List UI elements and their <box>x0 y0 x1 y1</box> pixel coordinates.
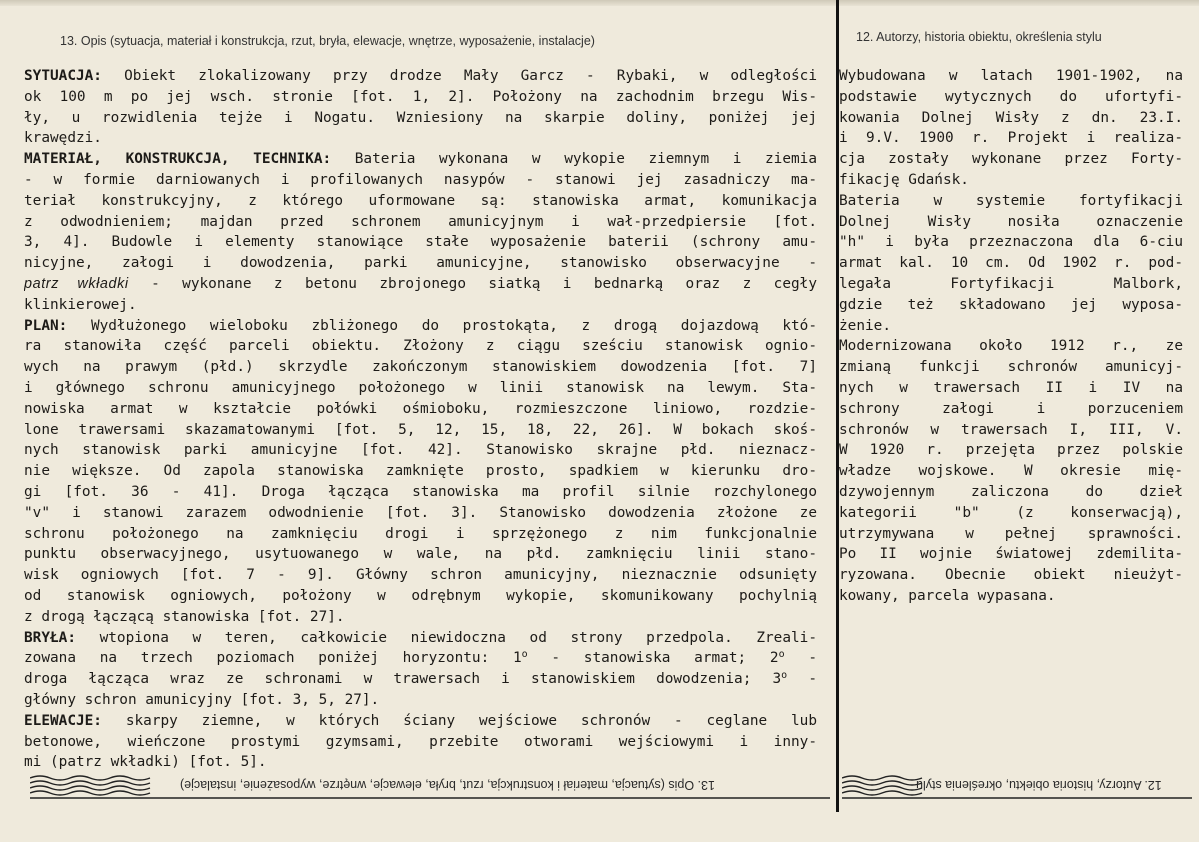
left-column-body <box>24 66 817 773</box>
history-line: podstawie wytycznych do ufortyfi- <box>839 88 1183 105</box>
text-line: - w formie darniowanych i profilowanych nasypów - stanowi jej zasadniczy ma- <box>24 171 817 188</box>
text-line: nowiska armat w kształcie połówki ośmioboku, rozmieszczone liniowo, rozdzie- <box>24 400 817 417</box>
plan-label: PLAN: <box>24 317 68 334</box>
mirrored-footer-right: 12. Autorzy, historia obiektu, określenia stylu <box>916 778 1162 792</box>
history-line: kowany, parcela wypasana. <box>839 587 1056 604</box>
history-line: utrzymywana w pełnej sprawności. <box>839 525 1183 542</box>
bryla-line-2: zowana na trzech poziomach poniżej horyzontu: 1$^o$ - stanowiska armat; 2$^o$ - <box>24 649 817 667</box>
text-line: punktu obserwacyjnego, usytuowanego w wale, na płd. zamknięciu linii stano- <box>24 546 817 563</box>
text-line: "v" i stanowi zarazem odwodnienie [fot. 3]. Stanowisko dowodzenia złożone ze <box>24 504 817 521</box>
history-line: armat kal. 10 cm. Od 1902 r. pod- <box>839 255 1183 272</box>
history-line: władze wojskowe. W okresie mię- <box>839 463 1183 480</box>
text-line: betonowe, wieńczone prostymi gzymsami, przebite otworami wejściowymi i inny- <box>24 733 817 750</box>
history-line: Modernizowana około 1912 r., ze <box>839 338 1183 355</box>
text-line: nie większe. Od zapola stanowiska zamknięte prosto, spadkiem w kierunku dro- <box>24 463 817 480</box>
text-line: od stanowisk ogniowych, położony w odrębnym wykopie, skomunikowany pochylnią <box>24 587 817 604</box>
right-column-header: 12. Autorzy, historia obiektu, określenia stylu <box>856 30 1102 44</box>
left-column-header: 13. Opis (sytuacja, materiał i konstrukcja, rzut, bryła, elewacje, wnętrze, wyposażenie, instalacje) <box>60 34 595 48</box>
elewacje-line-1: ELEWACJE: skarpy ziemne, w których ściany wejściowe schronów - ceglane lub <box>24 712 817 729</box>
right-column-body <box>839 66 1183 607</box>
text-line: klinkierowej. <box>24 296 137 313</box>
history-line: gdzie też składowano jej wyposa- <box>839 296 1183 313</box>
history-line: Wybudowana w latach 1901-1902, na <box>839 68 1183 84</box>
history-line: schronów w trawersach I, III, V. <box>839 421 1183 438</box>
history-line: Bateria w systemie fortyfikacji <box>839 192 1183 209</box>
history-line: Po II wojnie światowej zdemilita- <box>839 546 1183 563</box>
text-line: i głównego schronu amunicyjnego położonego w linii stanowisk na lewym. Sta- <box>24 379 817 396</box>
history-line: kategorii "b" (z konserwacją), <box>839 504 1183 521</box>
text-line: lone trawersami skazamatowanymi [fot. 5, 12, 15, 18, 22, 26]. W bokach skoś- <box>24 421 817 438</box>
text-line: główny schron amunicyjny [fot. 3, 5, 27]. <box>24 691 380 708</box>
italic-reference: patrz wkładki <box>24 275 129 292</box>
material-label: MATERIAŁ, KONSTRUKCJA, TECHNIKA: <box>24 151 332 168</box>
text-line: nicyjne, załogi i dowodzenia, parki amunicyjne, stanowisko obserwacyjne - <box>24 255 817 272</box>
bryla-line-1: BRYŁA: wtopiona w teren, całkowicie niewidoczna od strony przedpola. Zreali- <box>24 629 817 646</box>
degree-mark: o <box>781 670 788 682</box>
history-line: cja zostały wykonane przez Forty- <box>839 151 1183 168</box>
history-line: fikację Gdańsk. <box>839 171 969 188</box>
bryla-line-3: droga łącząca wraz ze schronami w trawersach i stanowiskiem dowodzenia; 3$^o$ - <box>24 670 817 688</box>
history-line: legała Fortyfikacji Malbork, <box>839 275 1183 292</box>
text-line: z drogą łączącą stanowiska [fot. 27]. <box>24 608 345 625</box>
sytuacja-line-1: SYTUACJA: Obiekt zlokalizowany przy drodze Mały Garcz - Rybaki, w odległości <box>24 68 817 84</box>
text-line: 3, 4]. Budowle i elementy stanowiące stałe wyposażenie baterii (schrony amu- <box>24 234 817 251</box>
text-line: krawędzi. <box>24 130 102 147</box>
degree-mark: o <box>778 649 785 661</box>
history-line: ryzowana. Obecnie obiekt nieużyt- <box>839 567 1183 584</box>
text-line: wych na prawym (płd.) skrzydle zakończonym stanowiskiem dowodzenia [fot. 7] <box>24 359 817 376</box>
top-scan-band <box>0 0 1199 6</box>
plan-line-1: PLAN: Wydłużonego wieloboku zbliżonego do prostokąta, z drogą dojazdową któ- <box>24 317 817 334</box>
degree-mark: o <box>521 649 528 661</box>
text-line: teriał konstrukcyjny, z którego uformowane są: stanowiska armat, komunikacja <box>24 192 817 209</box>
history-line: schrony załogi i porzuceniem <box>839 400 1183 417</box>
history-line: nych w trawersach II i IV na <box>839 379 1183 396</box>
text-line: wisk ogniowych [fot. 7 - 9]. Główny schron amunicyjny, nieznacznie odsunięty <box>24 567 817 584</box>
bryla-label: BRYŁA: <box>24 629 76 646</box>
sytuacja-label: SYTUACJA: <box>24 68 102 84</box>
history-line: W 1920 r. przejęta przez polskie <box>839 442 1183 459</box>
mirrored-footer-left: 13. Opis (sytuacja, materiał i konstrukcja, rzut, bryła, elewacje, wnętrze, wyposażenie, instalacje) <box>180 778 715 792</box>
history-line: kowania Dolnej Wisły z dn. 23.I. <box>839 109 1183 126</box>
history-line: Dolnej Wisły nosiła oznaczenie <box>839 213 1183 230</box>
text-line: z odwodnieniem; majdan przed schronem amunicyjnym i wał-przedpiersie [fot. <box>24 213 817 230</box>
history-line: zmianą funkcji schronów amunicyj- <box>839 359 1183 376</box>
text-line: gi [fot. 36 - 41]. Droga łącząca stanowiska ma profil silnie rozchylonego <box>24 483 817 500</box>
text-line: schronu położonego na zamknięciu drogi i sprzężonego z nim funkcjonalnie <box>24 525 817 542</box>
history-line: i 9.V. 1900 r. Projekt i realiza- <box>839 130 1183 147</box>
history-line: żenie. <box>839 317 891 334</box>
text-line: nych stanowisk parki amunicyjne [fot. 42]. Stanowisko skrajne płd. nieznacz- <box>24 442 817 459</box>
text-line: ły, u rozwidlenia tejże i Nogatu. Wzniesiony na skarpie doliny, poniżej jej <box>24 109 817 126</box>
elewacje-label: ELEWACJE: <box>24 712 102 729</box>
history-line: dzywojennym zaliczona do dzieł <box>839 483 1183 500</box>
material-italic-line: patrz wkładki - wykonane z betonu zbrojonego siatką i bednarką oraz z cegły <box>24 275 817 292</box>
text-line: ok 100 m po jej wsch. stronie [fot. 1, 2]. Położony na zachodnim brzegu Wis- <box>24 88 817 105</box>
text-line: ra stanowiła część parceli obiektu. Złożony z ciągu sześciu stanowisk ognio- <box>24 338 817 355</box>
material-line-1: MATERIAŁ, KONSTRUKCJA, TECHNIKA: Bateria wykonana w wykopie ziemnym i ziemia <box>24 151 817 168</box>
history-line: "h" i była przeznaczona dla 6-ciu <box>839 234 1183 251</box>
text-line: mi (patrz wkładki) [fot. 5]. <box>24 754 267 771</box>
